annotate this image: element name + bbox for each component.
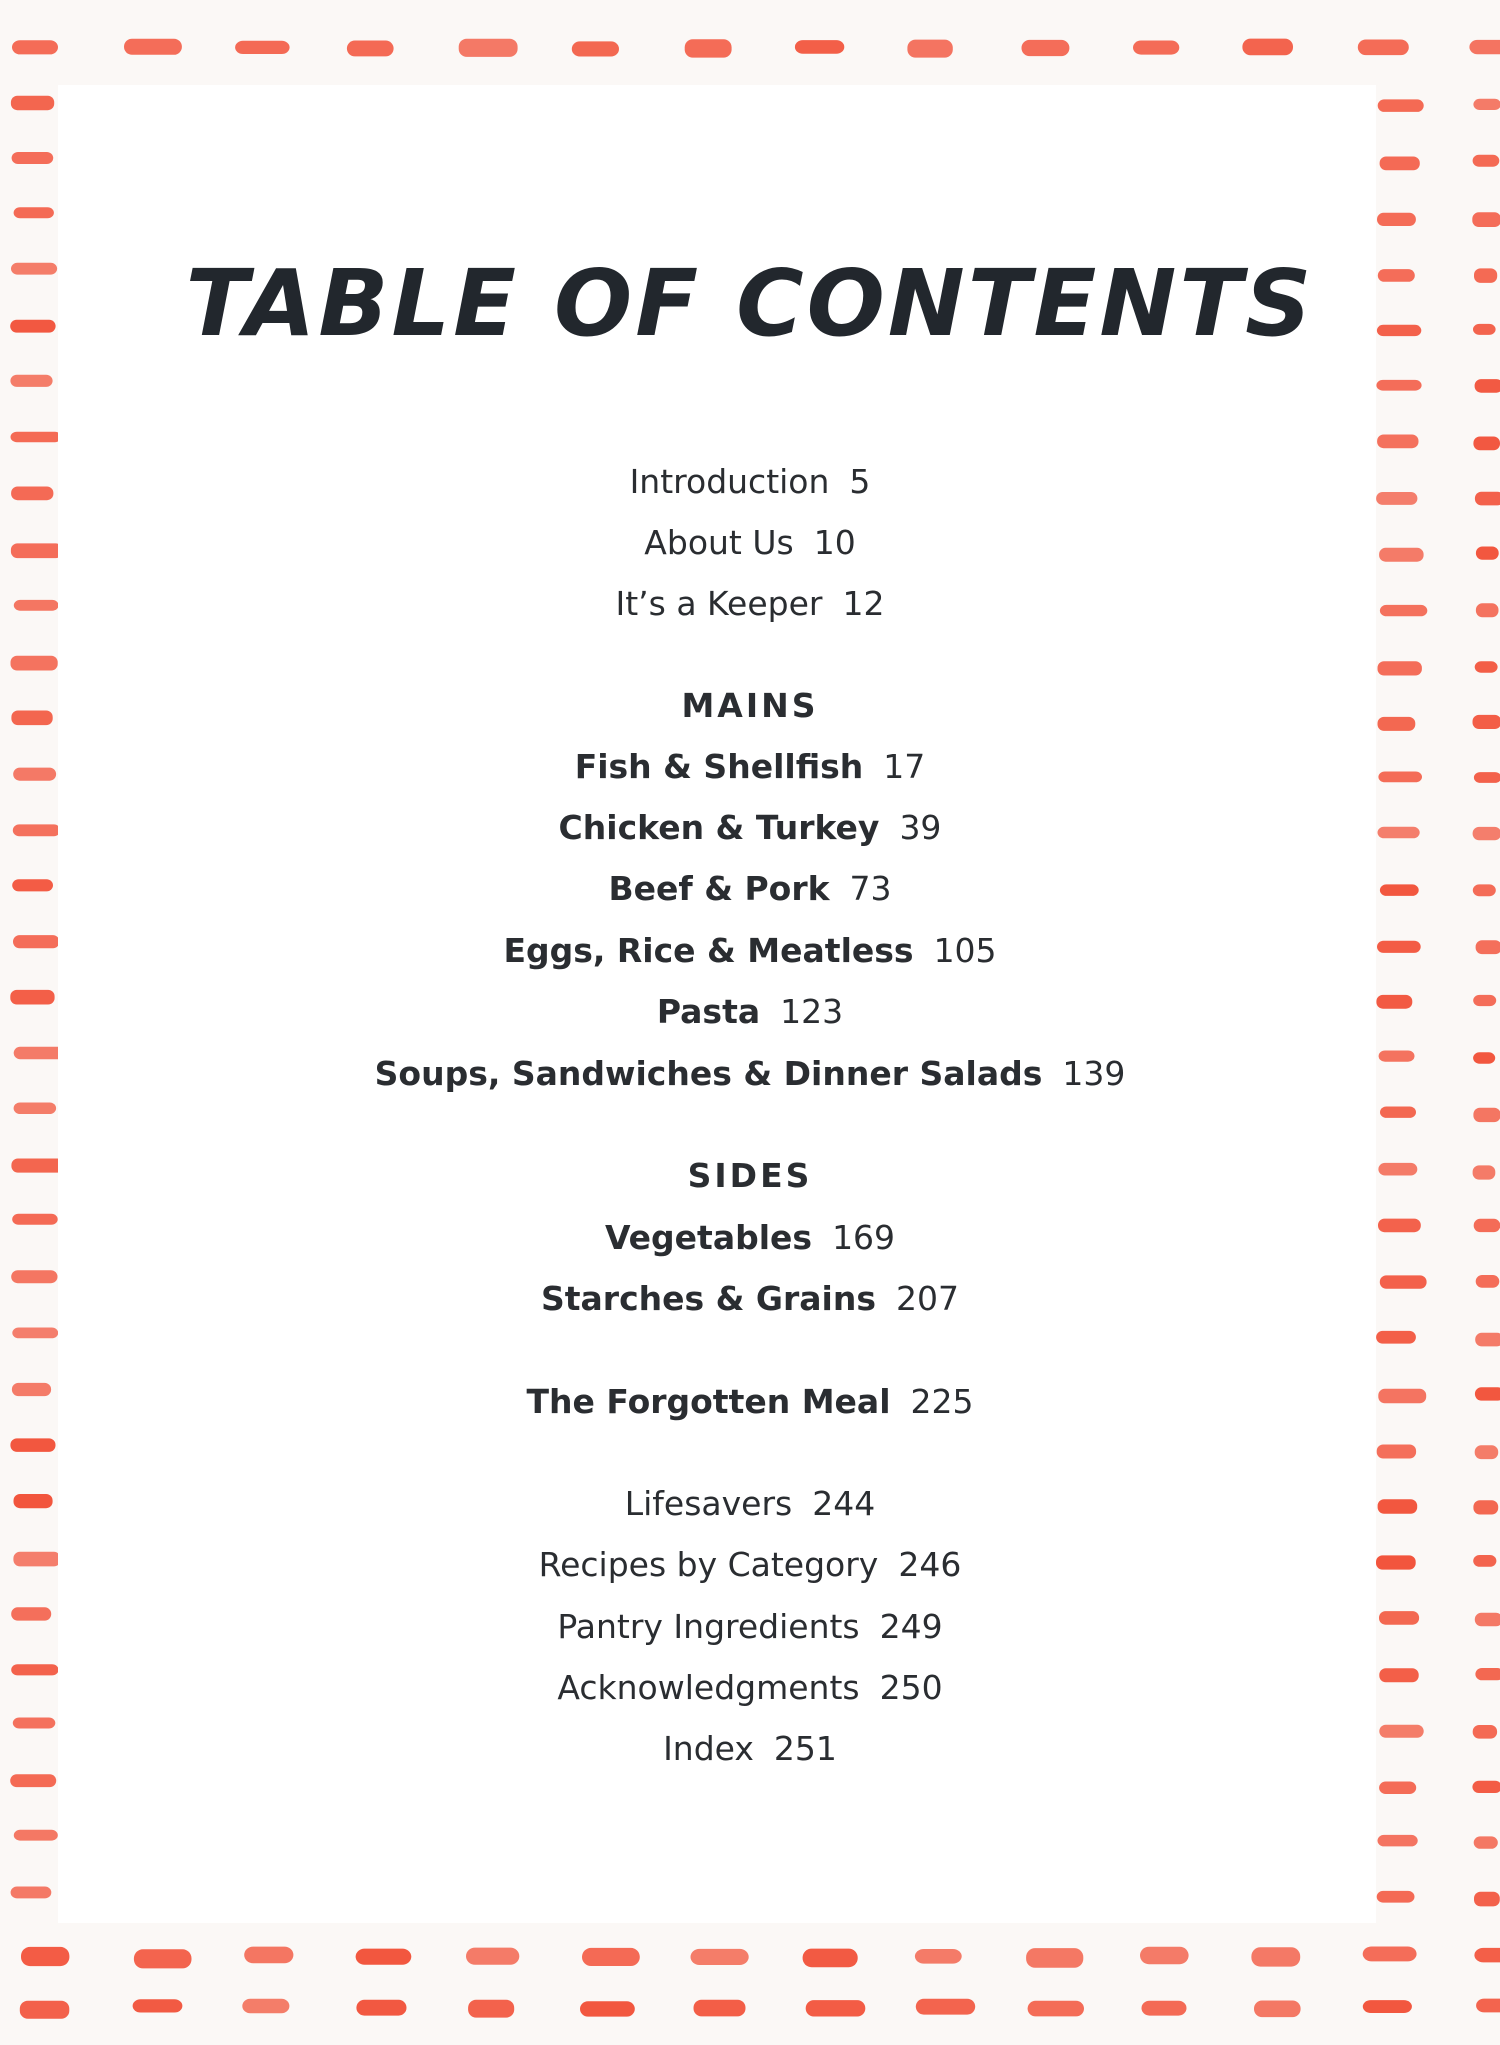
border-dash: [915, 1949, 962, 1964]
border-dash: [1378, 661, 1422, 675]
toc-entry-page: 250: [879, 1668, 943, 1707]
border-dash: [14, 207, 54, 218]
toc-entry-label: Pantry Ingredients: [557, 1607, 860, 1646]
toc-entry-page: 17: [883, 747, 926, 786]
toc-entry-page: 12: [842, 584, 885, 623]
toc-entry-label: Eggs, Rice & Meatless: [503, 931, 914, 970]
section-heading-mains: MAINS: [681, 686, 819, 725]
toc-entry-page: 249: [879, 1607, 943, 1646]
border-dash: [11, 1887, 52, 1899]
border-dash: [916, 1999, 975, 2015]
border-dash: [1140, 1947, 1189, 1965]
border-dash: [806, 2000, 866, 2016]
border-dash: [1377, 1445, 1416, 1459]
border-dash: [694, 2000, 746, 2017]
border-dash: [1472, 212, 1500, 227]
toc-entry-label: Starches & Grains: [541, 1279, 876, 1318]
border-dash: [124, 39, 182, 55]
border-dash: [12, 152, 54, 164]
border-dash: [685, 39, 732, 57]
border-dash: [133, 1999, 183, 2012]
border-dash: [907, 40, 952, 58]
border-dash: [20, 2001, 70, 2019]
border-dash: [242, 1999, 289, 2014]
toc-entry-page: 244: [812, 1484, 876, 1523]
border-dash: [1469, 40, 1500, 54]
toc-entry-page: 39: [899, 808, 942, 847]
toc-entry-page: 10: [813, 523, 856, 562]
toc-entry-pasta[interactable]: [0, 990, 1500, 1034]
toc-entry-page: 169: [832, 1218, 896, 1257]
toc-entry-page: 251: [773, 1729, 837, 1768]
border-dash: [1254, 2001, 1301, 2018]
page-title: TABLE OF CONTENTS: [185, 250, 1315, 357]
toc-entry-label: Introduction: [629, 462, 830, 501]
toc-entry-label: It’s a Keeper: [615, 584, 823, 623]
border-dash: [1028, 2001, 1084, 2017]
border-dash: [1474, 1892, 1500, 1907]
border-dash: [244, 1947, 293, 1964]
border-dash: [1380, 157, 1420, 171]
border-dash: [1473, 1108, 1500, 1122]
toc-entry-page: 5: [849, 462, 871, 501]
border-dash: [691, 1949, 749, 1965]
toc-entry-soups-sandwiches-salads[interactable]: [0, 1052, 1500, 1096]
border-dash: [1474, 1948, 1500, 1963]
toc-entry-eggs-rice-meatless[interactable]: [0, 929, 1500, 973]
toc-entry-label: Beef & Pork: [608, 869, 830, 908]
toc-entry-about-us[interactable]: [0, 521, 1500, 565]
border-dash: [1473, 437, 1500, 451]
toc-entry-chicken-turkey[interactable]: [0, 806, 1500, 850]
toc-entry-introduction[interactable]: [0, 460, 1500, 504]
toc-entry-beef-pork[interactable]: [0, 867, 1500, 911]
toc-entry-forgotten-meal[interactable]: [0, 1380, 1500, 1424]
border-dash: [14, 1830, 58, 1841]
toc-entry-page: 123: [780, 992, 844, 1031]
border-dash: [1380, 1107, 1416, 1118]
toc-entry-label: Pasta: [656, 992, 761, 1031]
border-dash: [134, 1949, 192, 1968]
border-dash: [1026, 1948, 1083, 1968]
border-dash: [1475, 379, 1500, 393]
toc-entry-lifesavers[interactable]: [0, 1482, 1500, 1526]
border-dash: [12, 40, 58, 54]
border-dash: [1379, 1782, 1416, 1795]
border-dash: [795, 40, 844, 54]
border-dash: [1472, 1781, 1500, 1793]
border-dash: [1251, 1947, 1300, 1966]
toc-entry-page: 105: [933, 931, 997, 970]
border-dash: [1376, 380, 1421, 391]
toc-entry-fish-shellfish[interactable]: [0, 745, 1500, 789]
border-dash: [1133, 41, 1179, 55]
border-dash: [1378, 1835, 1418, 1847]
border-dash: [459, 39, 518, 57]
border-dash: [11, 96, 54, 111]
border-dash: [1476, 1999, 1500, 2013]
toc-entry-page: 73: [849, 869, 892, 908]
toc-entry-label: Acknowledgments: [557, 1668, 860, 1707]
toc-entry-recipes-by-category[interactable]: [0, 1543, 1500, 1587]
toc-entry-page: 139: [1062, 1054, 1126, 1093]
section-heading-sides: SIDES: [687, 1156, 813, 1195]
toc-entry-page: 225: [910, 1382, 974, 1421]
border-dash: [580, 2001, 635, 2016]
border-dash: [1473, 99, 1500, 110]
border-dash: [21, 1947, 69, 1966]
toc-entry-label: About Us: [644, 523, 794, 562]
border-dash: [1475, 1445, 1499, 1459]
border-dash: [468, 2000, 514, 2018]
border-dash: [1142, 2001, 1187, 2016]
border-dash: [1377, 1891, 1415, 1903]
toc-entry-pantry-ingredients[interactable]: [0, 1605, 1500, 1649]
border-dash: [356, 2000, 406, 2016]
border-dash: [1474, 1836, 1498, 1848]
toc-entry-label: Index: [663, 1729, 754, 1768]
border-dash: [1473, 155, 1500, 167]
border-dash: [12, 1328, 58, 1339]
border-dash: [1363, 1947, 1417, 1962]
border-dash: [1376, 1331, 1416, 1344]
toc-entry-page: 246: [898, 1545, 962, 1584]
border-dash: [10, 1438, 55, 1452]
border-dash: [10, 1774, 56, 1787]
border-dash: [14, 1103, 57, 1115]
border-dash: [466, 1948, 519, 1965]
border-dash: [1475, 1333, 1500, 1347]
border-dash: [1377, 435, 1418, 449]
toc-entry-label: Recipes by Category: [538, 1545, 879, 1584]
border-dash: [11, 432, 62, 443]
border-dash: [11, 656, 58, 671]
toc-entry-label: Fish & Shellfish: [574, 747, 864, 786]
border-dash: [347, 41, 394, 57]
toc-entry-label: The Forgotten Meal: [526, 1382, 891, 1421]
toc-entry-page: 207: [896, 1279, 959, 1318]
border-dash: [1022, 40, 1070, 56]
toc-entry-label: Soups, Sandwiches & Dinner Salads: [374, 1054, 1043, 1093]
border-dash: [1475, 661, 1498, 672]
border-dash: [1242, 39, 1293, 56]
border-dash: [356, 1949, 412, 1965]
border-dash: [1377, 213, 1416, 226]
border-dash: [1358, 40, 1409, 56]
border-dash: [582, 1948, 640, 1966]
toc-entry-its-a-keeper[interactable]: [0, 582, 1500, 626]
toc-entry-starches-grains[interactable]: [0, 1277, 1500, 1321]
toc-entry-index[interactable]: [0, 1727, 1500, 1771]
toc-entry-label: Chicken & Turkey: [558, 808, 880, 847]
toc-entry-acknowledgments[interactable]: [0, 1666, 1500, 1710]
border-dash: [1363, 2000, 1412, 2013]
toc-entry-label: Vegetables: [604, 1218, 813, 1257]
border-dash: [803, 1949, 858, 1968]
border-dash: [10, 375, 52, 387]
border-dash: [1378, 99, 1424, 112]
toc-entry-label: Lifesavers: [624, 1484, 793, 1523]
toc-entry-vegetables[interactable]: [0, 1216, 1500, 1260]
border-dash: [235, 41, 290, 54]
border-dash: [572, 41, 619, 56]
